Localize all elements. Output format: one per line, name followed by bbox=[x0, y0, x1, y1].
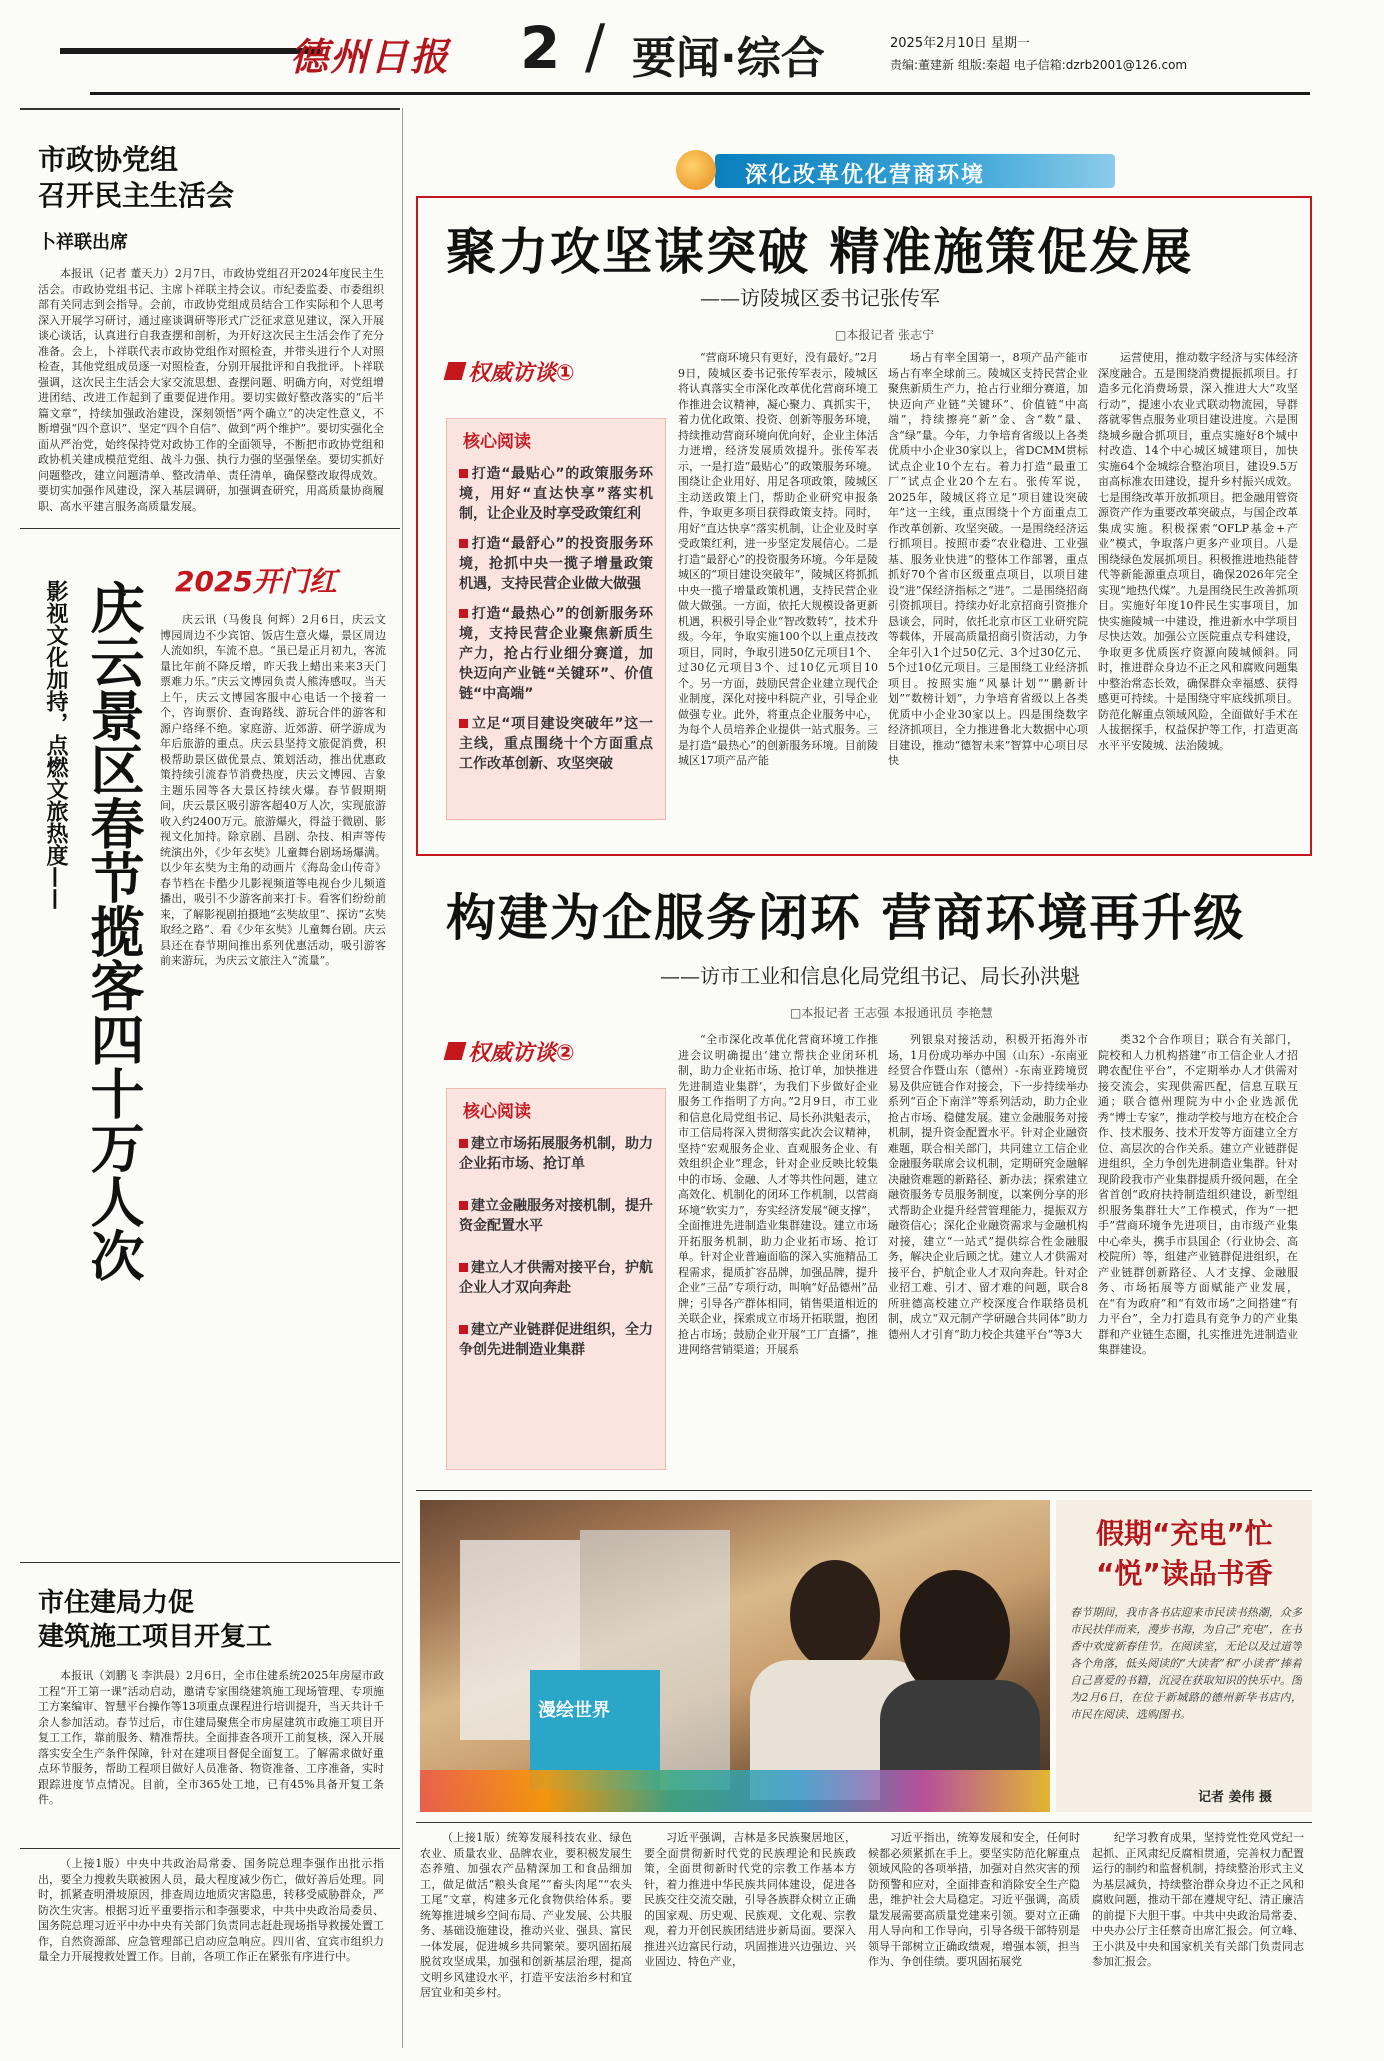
newspaper-logo: 德州日报 bbox=[290, 34, 451, 79]
article-title bbox=[38, 1586, 272, 1654]
editor-info: 责编:董建新 组版:秦超 电子信箱:dzrb2001@126.com bbox=[890, 58, 1188, 72]
core-point bbox=[459, 714, 653, 774]
article-kicker: 影视文化加持，点燃文旅热度—— bbox=[43, 580, 68, 910]
article-title-line: 市住建局力促 bbox=[38, 1588, 195, 1618]
article-body bbox=[38, 1856, 384, 2046]
headline: 聚力攻坚谋突破 精准施策促发展 bbox=[446, 223, 1194, 281]
core-reading-title: 核心阅读 bbox=[463, 432, 531, 452]
paragraph: 庆云讯（马俊良 何辉）2月6日，庆云文博园周边不少宾馆、饭店生意火爆，景区周边人流如织，车流不息。“虽已是正月初九，客流量比年前不降反增，昨天我上蜡出来来3天门票难力乐。”庆云文博园负责人熊涛感叹。当天上午，庆云文博园客服中心电话一个接着一个，咨询票价、查询路线、游玩合伴的游客和源户络绎不绝。家庭游、近郊游、研学游成为年后旅游的重点。庆云县坚持文旅促消费，积极帮助景区做优景点、策划活动，推出优惠政策持续引流春节消费热度，庆云文博园、吉象主题乐园等各大景区持续火爆。春节假期期间，庆云景区吸引游客超40万人次，实现旅游收入约2400万元。旅游爆火，得益于微剧、影视文化加持。除京剧、昌剧、杂技、相声等传统演出外，《少年玄奘》儿童舞台剧场场爆满。以少年玄奘为主角的动画片《海岛金山传奇》春节档在卡酷少儿影视频道等电视台少儿频道播出，吸引不少游客前来打卡。看客们纷纷前来，了解影视剧拍摄地“玄奘故里”、探访“玄奘取经之路”、看《少年玄奘》儿童舞台剧。庆云县还在春节期间推出系列优惠活动，吸引游客前来游玩，为庆云文旅注入“流量”。 bbox=[160, 613, 386, 967]
core-point bbox=[459, 1134, 653, 1174]
news-photo bbox=[420, 1500, 1050, 1812]
paragraph: 习近平指出，统筹发展和安全，任何时候都必须紧抓在手上。要坚实防范化解重点领域风险的各项举措，加强对自然灾害的预防预警和应对，全面排查和消除安全生产隐患，维护社会大局稳定。习近平强调，高质量发展需要高质量党建来引领。要对立正确用人导向和工作导向，引导各级干部特别是领导干部树立正确政绩观，增强本领，担当作为、争创佳绩。要巩固拓展党 bbox=[868, 1831, 1080, 1968]
article-title: 庆云景区春节揽客四十万人次 bbox=[82, 580, 145, 1282]
page-number: 2 bbox=[520, 14, 561, 82]
core-reading-title: 核心阅读 bbox=[463, 1102, 531, 1122]
bullet-square-icon bbox=[459, 1201, 468, 1210]
photo-credit: 记者 姜伟 摄 bbox=[1198, 1790, 1273, 1805]
bullet-square-icon bbox=[459, 609, 468, 618]
slash-divider: / bbox=[585, 12, 606, 82]
paragraph: 本报讯（记者 董天力）2月7日，市政协党组召开2024年度民主生活会。市政协党组书记、主席卜祥联主持会议。市纪委监委、市委组织部有关同志到会指导。会前，市政协党组成员结合工作实际和个人思考深入开展学习研讨，通过座谈调研等形式广泛征求意见建议，深入开展谈心谈话，认真进行自我查摆和剖析，为开好这次民主生活会作了充分准备。会上，卜祥联代表市政协党组作对照检查，并带头进行个人对照检查，其他党组成员逐一对照检查，分别开展批评和自我批评。卜祥联强调，这次民主生活会大家交流思想、查摆问题、明确方向，对党组增进团结、改进工作起到了重要促进作用。要切实做好整改落实的“后半篇文章”，持续加强政治建设，深刻领悟“两个确立”的决定性意义，不断增强“四个意识”、坚定“四个自信”、做到“两个维护”。要切实强化全面从严治党，始终保持党对政协工作的全面领导，不断把市政协党组和政协机关建成模范党组、战斗力强、执行力强的坚强堡垒。要切实抓好问题整改，建立问题清单、整改清单、责任清单，确保整改取得成效。要切实加强作风建设，深入基层调研，加强调查研究，用高质量协商履职、高水平建言服务高质量发展。 bbox=[38, 267, 384, 513]
article-title-line: 建筑施工项目开复工 bbox=[38, 1622, 273, 1652]
photo-caption: 春节期间，我市各书店迎来市民读书热潮，众多市民扶伴而来，漫步书海，为自己“充电”，在书香中欢度新春佳节。在阅读室，无论以及过道等各个角落，低头阅读的“大读者”和“小读者”捧着自己喜爱的书籍，沉浸在获取知识的快乐中。图为2月6日，在位于新城路的德州新华书店内，市民在阅读、选购图书。 bbox=[1070, 1606, 1302, 1721]
divider bbox=[416, 1490, 1312, 1491]
byline: □本报记者 张志宁 bbox=[835, 328, 935, 342]
core-point-text: 打造“最贴心”的政策服务环境，用好“直达快享”落实机制，让企业及时享受政策红利 bbox=[459, 466, 653, 522]
photo-title: 假期“充电”忙 bbox=[1096, 1517, 1273, 1550]
bullet-square-icon bbox=[459, 1263, 468, 1272]
bullet-square-icon bbox=[459, 1325, 468, 1334]
divider bbox=[20, 528, 400, 529]
divider bbox=[416, 1822, 1312, 1823]
core-point-text: 建立市场拓展服务机制，助力企业拓市场、抢订单 bbox=[459, 1136, 653, 1172]
article-title-line: 召开民主生活会 bbox=[38, 179, 235, 212]
core-reading-box bbox=[446, 1088, 666, 1470]
article-body bbox=[678, 1032, 878, 1472]
paragraph: （上接1版）中央中共政治局常委、国务院总理李强作出批示指出，要全力搜救失联被困人员，最大程度减少伤亡，做好善后处理。同时，抓紧查明滑坡原因，排查周边地质灾害隐患，转移受威胁群众，严防次生灾害。根据习近平重要指示和李强要求，中共中央政治局委员、国务院总理习近平中办中央有关部门负责同志赶赴现场指导救援处置工作，自然资源部、应急管理部已启动应急响应。四川省、宜宾市组织力量全力开展搜救处置工作。目前，各项工作正在紧张有序进行中。 bbox=[38, 1857, 384, 1963]
article-title bbox=[38, 142, 234, 214]
paragraph: “营商环境只有更好，没有最好。”2月9日，陵城区委书记张传军表示，陵城区将认真落实全市深化改革优化营商环境工作推进会议精神，凝心聚力、真抓实干，着力优化政策、投资、创新等服务环境，持续推动营商环境向优向好，企业主体活力迸增，经济发展质效提升。张传军表示，一是打造“最贴心”的政策服务环境。围绕让企业用好、用足各项政策，陵城区主动送政策上门，帮助企业研究申报条件，争取更多项目获得政策支持。同时，用好“直达快享”落实机制，让企业及时享受政策红利，进一步坚定发展信心。二是打造“最舒心”的投资服务环境。今年是陵城区的“项目建设突破年”，陵城区将抓抓中央一揽子增量政策机遇，支持民营企业做大做强。一方面，依托大规模设备更新机遇，积极引导企业“智改数转”，技术升级。今年，争取实施100个以上重点技改项目，同时，争取引进50亿元项目1个、过30亿元项目3个、过10亿元项目10个。另一方面，鼓励民营企业建立现代企业制度，深化对接中科院产业，引导企业做强专业。此外，将重点企业服务中心，为每个人员培养企业提供一站式服务。三是打造“最热心”的创新服务环境。目前陵城区17项产品产能 bbox=[678, 351, 878, 767]
paragraph: “全市深化改革优化营商环境工作推进会议明确提出‘建立帮扶企业闭环机制，助力企业拓市场、抢订单，加快推进先进制造业集群’，为我们下步做好企业服务工作指明了方向。”2月9日，市工业和信息化局党组书记、局长孙洪魁表示，市工信局将深入贯彻落实此次会议精神，坚持“宏观服务企业、直观服务企业、有效组织企业”理念，针对企业反映比较集中的市场、金融、人才等共性问题，建立高效化、机制化的闭环工作机制，以营商环境“软实力”，夯实经济发展“硬支撑”，全面推进先进制造业集群建设。建立市场开拓服务机制，助力企业拓市场、抢订单。针对企业普遍面临的深入实施精品工程需求，提质扩容品牌，加强品牌，提升企业“三品”专项行动，叫响“好品德州”品牌；引导各产群体相同，销售渠道相近的关联企业，探索成立市场开拓联盟，抱团抢占市场；鼓励企业开展“工厂直播”，推进网络营销渠道；开展系 bbox=[678, 1033, 878, 1356]
subheadline: ——访陵城区委书记张传军 bbox=[700, 286, 940, 310]
core-point bbox=[459, 464, 653, 524]
column-rule bbox=[402, 108, 403, 2048]
paragraph: 场占有率全国第一，8项产品产能市场占有率全球前三。陵城区支持民营企业聚焦新质生产力，抢占行业细分赛道，加快迈向产业链“关键环”、价值链“中高端”，持续擦亮“新”金、含“数”量、含“绿”量。今年，力争培育省级以上各类优质中小企业30家以上，省DCMM贯标试点企业10个左右。着力打造“最重工厂”试点企业20个左右。张传军说，2025年，陵城区将立足“项目建设突破年”这一主线，重点围绕十个方面重点工作改革创新、攻坚突破。一是围绕经济运行抓项目。按照市委“农业稳进、工业强基、服务业快进”的整体工作部署，重点抓好70个省市区级重点项目，以项目建设“进”保经济指标之“进”。二是围绕招商引资抓项目。持续办好北京招商引资推介恳谈会，同时，依托北京市区工业研究院等载体，开展高质量招商引资活动，力争全年引入1个过50亿元、3个过30亿元、5个过10亿元项目。三是围绕工业经济抓项目。按照实施“风暴计划”“鹏新计划”“数榜计划”，力争培育省级以上各类优质中小企业30家以上。四是围绕数字经济抓项目，全力推进鲁北大数据中心项目建设，推动“德智未来”智算中心项目尽快 bbox=[888, 351, 1088, 767]
book-cover-title: 漫绘世界 bbox=[538, 1700, 610, 1721]
article-body bbox=[38, 1668, 384, 1838]
article-body bbox=[1092, 1830, 1304, 2045]
paragraph: 列银泉对接活动，积极开拓海外市场，1月份成功举办中国（山东）-东南亚经贸合作暨山东（德州）-东南亚跨境贸易及供应链合作对接会，下一步持续举办系列“百企下南洋”等系列活动，助力企业抢占市场、稳健发展。建立金融服务对接机制，提升资金配置水平。针对企业融资难题，联合相关部门，共同建立工信企业金融服务联席会议机制，定期研究金融解决融资难题的新路径、新办法；探索建立融资服务专员服务制度，以案例分享的形式帮助企业提升经营管理能力，提振双方融资信心；深化企业融资需求与金融机构对接，建立“一站式”提供综合性金融服务，解决企业后顾之忧。建立人才供需对接平台，护航企业人才双向奔赴。针对企业招工难、引才、留才难的问题，联合8所驻德高校建立产校深度合作联络员机制，成立“双元制产学研融合共同体”助力德州人才引育“助力校企共建平台”等3大 bbox=[888, 1033, 1088, 1341]
article-body bbox=[1098, 350, 1298, 842]
article-title-line: 市政协党组 bbox=[38, 143, 179, 176]
core-point-text: 打造“最热心”的创新服务环境，支持民营企业聚焦新质生产力，抢占行业细分赛道，加快迈向产业链“关键环”、价值链“中高端” bbox=[459, 606, 653, 702]
article-body bbox=[160, 612, 386, 1452]
reader-figure bbox=[790, 1560, 880, 1670]
issue-date: 2025年2月10日 星期一 bbox=[890, 36, 1031, 51]
subheadline: ——访市工业和信息化局党组书记、局长孙洪魁 bbox=[660, 964, 1080, 988]
paragraph: 习近平强调，吉林是多民族聚居地区，要全面贯彻新时代党的民族理论和民族政策，全面贯彻新时代党的宗教工作基本方针，着力推进中华民族共同体建设，促进各民族交往交流交融，引导各族群众树立正确的国家观、历史观、民族观、文化观、宗教观，着力开创民族团结进步新局面。要深入推进兴边富民行动，巩固推进兴边强边、兴业固边、特色产业， bbox=[644, 1831, 856, 1968]
divider bbox=[20, 1562, 400, 1563]
core-point-text: 立足“项目建设突破年”这一主线，重点围绕十个方面重点工作改革创新、攻坚突破 bbox=[459, 716, 653, 772]
campaign-tag: 2025开门红 bbox=[175, 565, 337, 598]
bullet-square-icon bbox=[459, 539, 468, 548]
core-point-text: 建立人才供需对接平台，护航企业人才双向奔赴 bbox=[459, 1260, 653, 1296]
paragraph: （上接1版）统筹发展科技农业、绿色农业、质量农业、品牌农业，要积极发展生态养殖、加强农产品精深加工和食品细加工，做足做活“粮头食尾”“畜头肉尾”“农头工尾”文章，构建多元化食物供给体系。要统筹推进城乡空间布局、产业发展、公共服务、基础设施建设，推动兴业、强县、富民一体发展，促进城乡共同繁荣。要巩固拓展脱贫攻坚成果，加强和创新基层治理，提高文明乡风建设水平，打造平安法治乡村和宜居宜业和美乡村。 bbox=[420, 1831, 632, 1999]
paragraph: 类32个合作项目；联合有关部门，院校和人力机构搭建“市工信企业人才招聘农配住平台”，不定期举办人才供需对接交流会，实现供需匹配，信息互联互通；联合德州理院为中小企业选派优秀“博士专家”，推动学校与地方在校企合作、技术服务、技术开发等方面建立全方位、高层次的合作关系。建立产业链群促进组织，全力争创先进制造业集群。针对现阶段我市产业集群提质升级问题，在全省首创“政府扶持制造组织建设，新型组织服务集群壮大”工作模式，作为“一把手”营商环境争先进项目，由市级产业集中心牵头，携手市县国企（行业协会、高校院所）等，组建产业链群促进组织，在产业链群创新路径、人才支撑、金融服务、市场拓展等方面赋能产业发展，在“有为政府”和“有效市场”之间搭建“有力平台”，全力打造具有竞争力的产业集群和产业链生态圈，扎实推进先进制造业集群建设。 bbox=[1098, 1033, 1298, 1356]
series-tag: 权威访谈① bbox=[468, 361, 575, 386]
article-body bbox=[420, 1830, 632, 2045]
article-body bbox=[644, 1830, 856, 2045]
feature-banner: 深化改革优化营商环境 bbox=[745, 163, 986, 188]
byline: □本报记者 王志强 本报通讯员 李艳慧 bbox=[790, 1006, 993, 1020]
article-body bbox=[38, 266, 384, 516]
core-point bbox=[459, 1258, 653, 1298]
header-rule bbox=[90, 92, 1310, 95]
masthead-bar bbox=[60, 48, 320, 54]
article-body bbox=[888, 350, 1088, 842]
core-point bbox=[459, 1196, 653, 1236]
article-subtitle: 卜祥联出席 bbox=[38, 232, 128, 253]
article-body bbox=[678, 350, 878, 842]
section-title: 要闻·综合 bbox=[632, 33, 825, 84]
core-point-text: 打造“最舒心”的投资服务环境，抢抓中央一揽子增量政策机遇，支持民营企业做大做强 bbox=[459, 536, 653, 592]
bullet-square-icon bbox=[459, 719, 468, 728]
paragraph: 纪学习教育成果，坚持党性党风党纪一起抓、正风肃纪反腐相贯通，完善权力配置运行的制约和监督机制，持续整治形式主义为基层减负，持续整治群众身边不正之风和腐败问题，推动干部在遵规守纪、清正廉洁的前提下大胆干事。中共中央政治局常委、中央办公厅主任蔡奇出席汇报会。何立峰、王小洪及中央和国家机关有关部门负责同志参加汇报会。 bbox=[1092, 1831, 1304, 1968]
article-body bbox=[1098, 1032, 1298, 1472]
divider bbox=[20, 1848, 400, 1849]
core-point bbox=[459, 604, 653, 704]
bullet-square-icon bbox=[459, 469, 468, 478]
paragraph: 运营使用，推动数字经济与实体经济深度融合。五是围绕消费提振抓项目。打造多元化消费场景，深入推进大大“攻坚行动”，提速小农业式联动物流园，导群落就零售点服务业项目建设进度。六是围绕城乡融合抓项目，重点实施好8个城中村改造、14个中心城区城建项目，加快实施64个金城综合整治项目，建设9.5万亩高标准农田建设，提升乡村振兴成效。七是围绕改革开放抓项目。把金融用管资源资产作为重要改革突破点，与国企改革集成实施。积极探索“OFLP基金+产业”模式，争取落户更多产业项目。八是围绕绿色发展抓项目。积极推进地热能替代等新能源重点项目，确保2026年完全实现“地热代煤”。九是围绕民生改善抓项目。实施好年度10件民生实事项目，加快实施陵城一中建设，推进新水中学项目尽快达效。加强公立医院重点专科建设，争取更多优质医疗资源向陵城倾斜。同时，推进群众身边不正之风和腐败问题集中整治常态长效，确保群众幸福感、获得感更可持续。十是围绕守牢底线抓项目。防范化解重点领域风险，全面做好手术在人拔据探手，权益保护等工作，打造更高水平平安陵城、法治陵城。 bbox=[1098, 351, 1298, 752]
book-shelf bbox=[420, 1770, 1050, 1812]
paragraph: 本报讯（刘鹏飞 李洪晨）2月6日，全市住建系统2025年房屋市政工程“开工第一课”活动启动，邀请专家围绕建筑施工现场管理、专项施工方案编审、智慧平台操作等13项重点课程进行培训提升，当天共计千余人参加活动。春节过后，市住建局聚焦全市房屋建筑市政施工项目开复工工作，靠前服务、精准帮扶。全面排查各项开工前复核，深入开展落实安全生产条件保障，针对在建项目督促全面复工。了解需求做好重点环节服务，帮助工程项目做好人员准备、物资准备、工序准备，实时跟踪进度节点情况。目前，全市365处工地，已有45%具备开复工条件。 bbox=[38, 1669, 384, 1806]
core-point-text: 建立金融服务对接机制，提升资金配置水平 bbox=[459, 1198, 653, 1234]
article-body bbox=[868, 1830, 1080, 2045]
bullet-square-icon bbox=[459, 1139, 468, 1148]
article-body bbox=[888, 1032, 1088, 1472]
tag-mark-icon bbox=[444, 1042, 467, 1060]
banner-emblem-icon bbox=[676, 150, 716, 190]
core-point bbox=[459, 534, 653, 594]
photo-title: “悦”读品书香 bbox=[1096, 1557, 1273, 1590]
core-reading-box bbox=[446, 418, 666, 820]
headline: 构建为企服务闭环 营商环境再升级 bbox=[446, 889, 1246, 947]
divider bbox=[20, 108, 400, 110]
core-point-text: 建立产业链群促进组织，全力争创先进制造业集群 bbox=[459, 1322, 653, 1358]
core-point bbox=[459, 1320, 653, 1360]
series-tag: 权威访谈② bbox=[468, 1041, 575, 1066]
